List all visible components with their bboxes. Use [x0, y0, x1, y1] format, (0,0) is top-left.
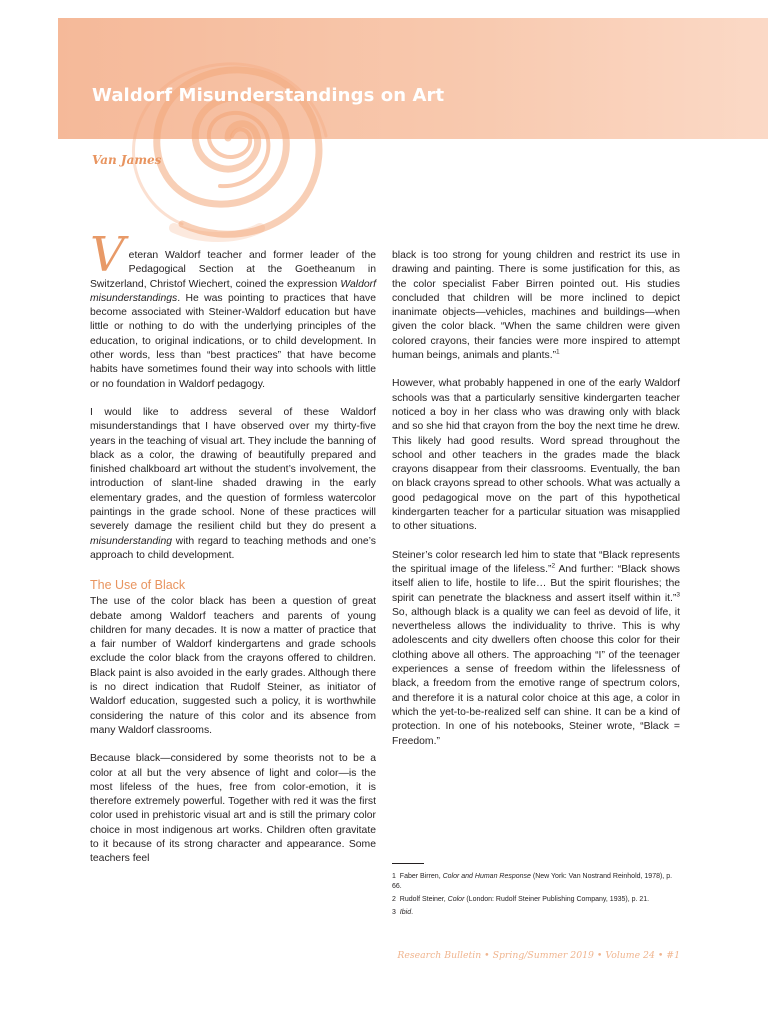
right-column [392, 249, 680, 763]
paragraph: Because black—considered by some theorists not to be a color at all but the very absence of light and color—is the most lifeless of the hues, free from color-emotion, it is therefore extremely powerful. Together with red it was the first color used in prehistoric visual art and is still the primary color choice in most indigenous art works. Children often gravitate to it because of its strong character and appearance. Some teachers feel [90, 753, 376, 865]
left-column [90, 227, 376, 881]
footnote: 3 Ibid. [392, 909, 414, 916]
paragraph: I would like to address several of these Waldorf misunderstandings that I have observed over my thirty-five years in the teaching of visual art. They include the banning of black as a color, the drawing of beautifully prepared and finished chalkboard art without the student’s involvement, the introduction of slant-line shaded drawing in the early elementary grades, and the question of formless watercolor paintings in the grade school. None of these practices will severely damage the resilient child but they do present a misunderstanding with regard to teaching methods and one’s approach to child development. [90, 406, 376, 561]
section-heading: The Use of Black [90, 578, 186, 593]
footnote-divider [392, 863, 424, 864]
paragraph: The use of the color black has been a question of great debate among Waldorf teachers and parents of young children for many decades. It is now a matter of practice that a fair number of Waldorf kindergartens and grade schools exclude the color black from the crayons offered to children. Black paint is also avoided in the early grades. Although there is no direct indication that Rudolf Steiner, as initiator of Waldorf education, suggested such a policy, it is worthwhile considering the nature of this color and its absence from many Waldorf classrooms. [90, 596, 376, 736]
footnote: 2 Rudolf Steiner, Color (London: Rudolf Steiner Publishing Company, 1935), p. 21. [392, 896, 650, 903]
article-author: Van James [92, 153, 162, 167]
footnotes [392, 872, 680, 921]
intro-paragraph: Veteran Waldorf teacher and former leader of the Pedagogical Section at the Goetheanum in Switzerland, Christof Wiechert, coined the expression Waldorf misunderstandings. He was pointing to practices that have become associated with Steiner-Waldorf education but have little or nothing to do with the underlying principles of the education, to original indications, or to child development. In other words, less than “best practices” that have become habits have sometimes found their way into schools with little or no foundation in Waldorf pedagogy. [90, 227, 376, 390]
paragraph: However, what probably happened in one of the early Waldorf schools was that a particularly sensitive kindergarten teacher noticed a boy in her class who was drawing only with black and so she hid that crayon from the boy the next time he drew. This likely had good results. Word spread throughout the school and other teachers in the grades made the black crayons disappear from their classrooms. Eventually, the ban on black crayons spread to other schools. What was actually a good pedagogical move on the part of this hypothetical kindergarten teacher for a particular situation was misapplied to other situations. [392, 378, 680, 533]
footnote: 1 Faber Birren, Color and Human Response (New York: Van Nostrand Reinhold, 1978), p. 66. [392, 873, 673, 890]
header-banner [58, 18, 768, 139]
footnote-ref: 2 [551, 562, 556, 570]
page-footer: Research Bulletin • Spring/Summer 2019 • Volume 24 • #1 [397, 950, 680, 961]
article-title: Waldorf Misunderstandings on Art [92, 85, 445, 106]
footnote-ref: 3 [676, 591, 680, 599]
footnote-ref: 1 [556, 348, 560, 356]
paragraph: black is too strong for young children and restrict its use in drawing and painting. There is some justification for this, as the color specialist Faber Birren pointed out. His studies concluded that children will be more inclined to depict inanimate objects—vehicles, machines and buildings—when given the color black. “When the same children were given colored crayons, their fancies were more inspired to attempt human beings, animals and plants.”$^1$ [392, 250, 680, 362]
drop-cap: V [90, 227, 125, 283]
paragraph: Steiner’s color research led him to state that “Black represents the spiritual image of the lifeless.”$^2$ And further: “Black shows itself alien to life, hostile to life… But the spirit flourishes; the spirit can penetrate the blackness and assert itself within it.”$^3$ So, although black is a quality we can feel as devoid of life, it nevertheless allows the individuality to thrive. This is why adolescents and city dwellers often choose this color for their clothing above all others. The approaching “I” of the teenager experiences a sense of freedom within the lifelessness of black, a freedom from the emotive range of spectrum colors, and therefore it is a natural color choice at this age, a color in which the yet-to-be-realized self can shine. It can be a kind of protection. In one of his notebooks, Steiner wrote, “Black = Freedom.” [392, 549, 681, 747]
